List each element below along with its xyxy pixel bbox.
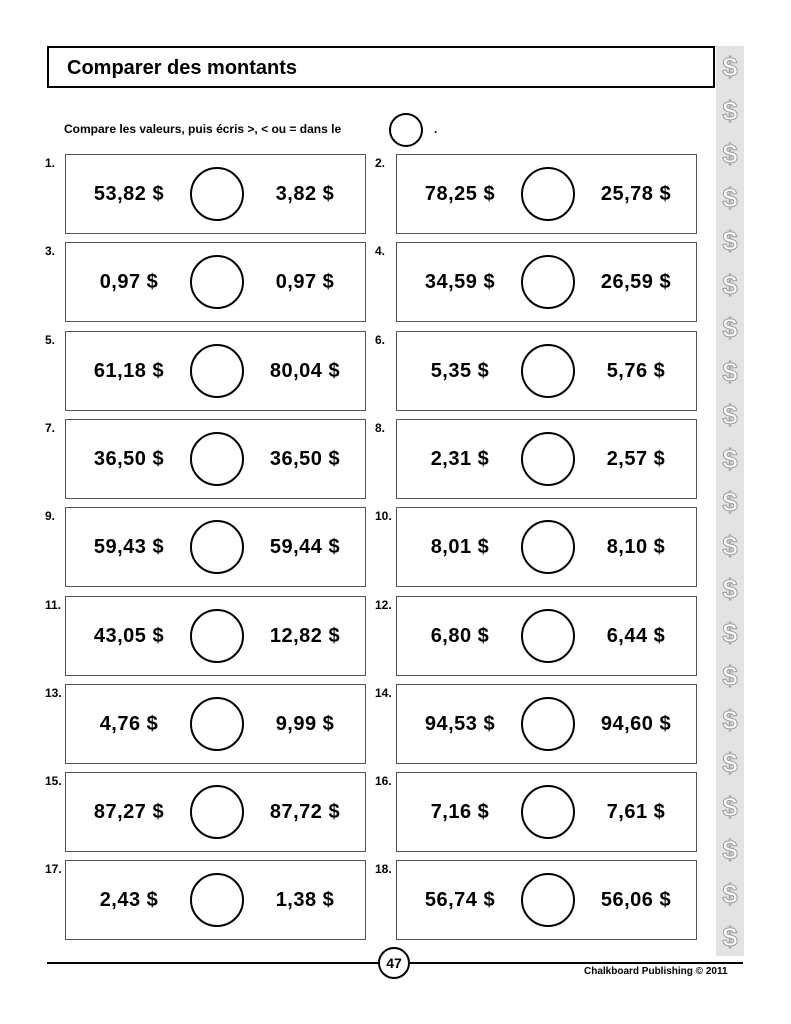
answer-circle[interactable] (521, 255, 575, 309)
dollar-sign-icon: $ (722, 704, 738, 735)
dollar-sign-icon: $ (722, 530, 738, 561)
answer-circle[interactable] (190, 255, 244, 309)
right-amount: 3,82 $ (275, 183, 335, 205)
answer-circle[interactable] (521, 432, 575, 486)
answer-circle[interactable] (521, 697, 575, 751)
dollar-sign-icon: $ (722, 269, 738, 300)
dollar-sign-icon: $ (722, 400, 738, 430)
problem-box (65, 507, 366, 587)
left-amount: 36,50 $ (93, 447, 165, 470)
problem-number: 12. (375, 597, 392, 612)
left-amount: 61,18 $ (93, 359, 165, 382)
answer-circle[interactable] (190, 697, 244, 751)
problem-box (396, 596, 697, 676)
problem-number: 1. (45, 156, 56, 170)
left-amount: 2,43 $ (99, 889, 159, 912)
right-amount: 0,97 $ (275, 271, 335, 294)
dollar-sign-icon: $ (722, 356, 738, 387)
problem-box (65, 419, 366, 499)
left-amount: 59,43 $ (93, 536, 165, 559)
problem-number: 4. (375, 244, 386, 259)
answer-circle[interactable] (521, 167, 575, 221)
problem-number: 9. (45, 509, 56, 524)
problem-number: 15. (45, 774, 62, 789)
right-amount: 87,72 $ (269, 801, 341, 824)
problem-box (396, 154, 697, 234)
problem-number: 10. (375, 509, 392, 524)
dollar-sign-icon: $ (722, 878, 738, 909)
problem-number: 5. (45, 332, 56, 347)
right-amount: 26,59 $ (600, 271, 672, 294)
dollar-sign-icon: $ (722, 835, 738, 865)
answer-circle[interactable] (521, 873, 575, 927)
answer-circle[interactable] (190, 167, 244, 221)
problem-number: 16. (375, 774, 392, 789)
left-amount: 56,74 $ (424, 889, 496, 912)
dollar-sign-icon: $ (722, 139, 738, 169)
dollar-sign-icon: $ (722, 791, 738, 822)
answer-circle[interactable] (190, 609, 244, 663)
problem-number: 7. (45, 420, 56, 435)
dollar-sign-icon: $ (722, 574, 738, 604)
answer-circle[interactable] (190, 432, 244, 486)
instructions-text: Compare les valeurs, puis écris >, < ou = dans le (64, 122, 342, 136)
answer-circle[interactable] (521, 785, 575, 839)
left-amount: 43,05 $ (93, 624, 165, 647)
problem-number: 8. (375, 420, 386, 435)
answer-circle[interactable] (521, 344, 575, 398)
instruction-circle-icon (389, 113, 423, 147)
problem-box (65, 242, 366, 322)
dollar-sign-icon: $ (722, 748, 738, 778)
problem-box (396, 772, 697, 852)
left-amount: 8,01 $ (430, 536, 490, 559)
left-amount: 78,25 $ (424, 183, 496, 205)
problem-box (396, 242, 697, 322)
problem-number: 2. (375, 156, 386, 170)
dollar-sign-icon: $ (722, 443, 738, 474)
dollar-sign-icon: $ (722, 922, 738, 952)
problem-box (65, 154, 366, 234)
dollar-sign-icon: $ (722, 182, 738, 213)
answer-circle[interactable] (190, 785, 244, 839)
title-box (47, 46, 715, 88)
left-amount: 53,82 $ (93, 183, 165, 205)
right-amount: 9,99 $ (275, 712, 335, 735)
dollar-sign-icon: $ (722, 313, 738, 343)
left-amount: 4,76 $ (99, 712, 159, 735)
dollar-sign-strip (716, 46, 744, 956)
instructions-period: . (434, 122, 438, 136)
problem-box (396, 331, 697, 411)
problem-box (65, 331, 366, 411)
problem-box (65, 596, 366, 676)
page-title: Comparer des montants (67, 57, 298, 79)
right-amount: 2,57 $ (606, 447, 666, 470)
problem-number: 17. (45, 862, 62, 877)
right-amount: 5,76 $ (606, 359, 666, 382)
right-amount: 8,10 $ (606, 536, 666, 559)
problem-box (65, 684, 366, 764)
problem-box (65, 772, 366, 852)
right-amount: 59,44 $ (269, 536, 341, 559)
right-amount: 7,61 $ (606, 801, 666, 824)
answer-circle[interactable] (190, 873, 244, 927)
dollar-sign-icon: $ (722, 95, 738, 126)
right-amount: 12,82 $ (269, 624, 341, 647)
problem-box (396, 419, 697, 499)
left-amount: 34,59 $ (424, 271, 496, 294)
answer-circle[interactable] (521, 609, 575, 663)
problem-box (65, 860, 366, 940)
right-amount: 80,04 $ (269, 359, 341, 382)
problem-number: 3. (45, 244, 56, 259)
right-amount: 94,60 $ (600, 712, 672, 735)
problem-box (396, 684, 697, 764)
dollar-sign-icon: $ (722, 661, 738, 691)
dollar-sign-icon: $ (722, 617, 738, 648)
problem-box (396, 507, 697, 587)
problem-number: 18. (375, 862, 392, 877)
answer-circle[interactable] (190, 344, 244, 398)
right-amount: 56,06 $ (600, 889, 672, 912)
left-amount: 2,31 $ (430, 447, 490, 470)
dollar-sign-icon: $ (722, 52, 738, 82)
dollar-sign-icon: $ (722, 226, 738, 256)
right-amount: 36,50 $ (269, 447, 341, 470)
page-number: 47 (378, 947, 410, 979)
left-amount: 7,16 $ (430, 801, 490, 824)
answer-circle[interactable] (521, 520, 575, 574)
publisher-credit: Chalkboard Publishing © 2011 (584, 966, 728, 977)
right-amount: 6,44 $ (606, 624, 666, 647)
answer-circle[interactable] (190, 520, 244, 574)
dollar-sign-icon: $ (722, 487, 738, 517)
problem-box (396, 860, 697, 940)
left-amount: 87,27 $ (93, 801, 165, 824)
right-amount: 25,78 $ (600, 183, 672, 205)
problem-number: 14. (375, 685, 392, 700)
left-amount: 0,97 $ (99, 271, 159, 294)
left-amount: 5,35 $ (430, 359, 490, 382)
left-amount: 94,53 $ (424, 712, 496, 735)
problem-number: 6. (375, 332, 386, 347)
right-amount: 1,38 $ (275, 889, 335, 912)
problem-number: 13. (45, 685, 62, 700)
left-amount: 6,80 $ (430, 624, 490, 647)
problem-number: 11. (45, 597, 62, 612)
